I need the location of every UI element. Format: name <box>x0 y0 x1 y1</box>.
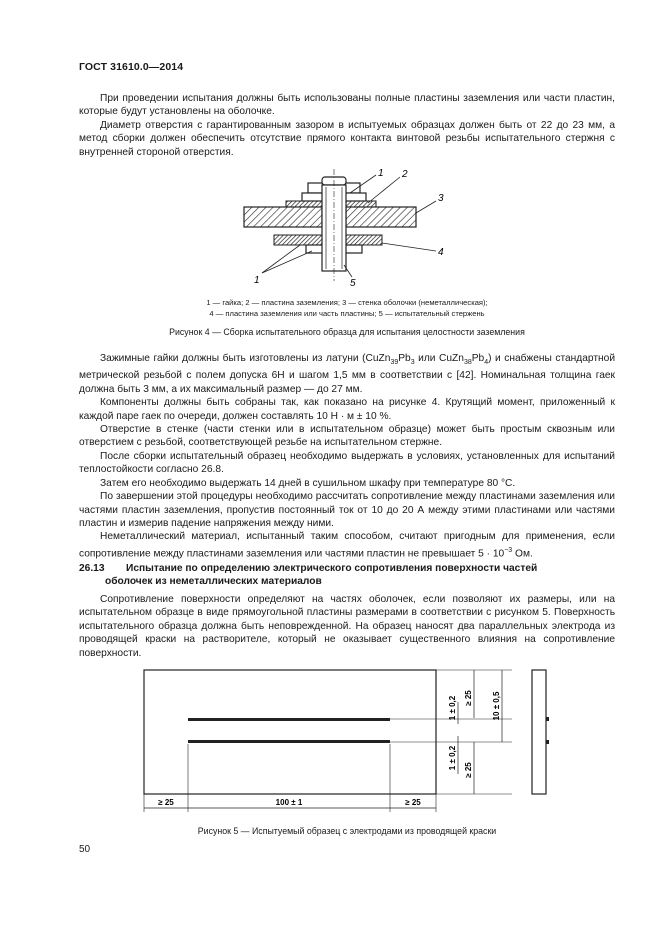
section-number: 26.13 <box>79 563 105 574</box>
label-4: 4 <box>438 247 444 258</box>
label-3: 3 <box>438 193 444 204</box>
paragraph: При проведении испытания должны быть использованы полные пластины заземления или части пластин, которые будут установлены на оболочке. <box>79 93 615 118</box>
specimen-side-view <box>532 670 546 794</box>
paragraph-resistance: Неметаллический материал, испытанный таким способом, считают пригодным для применения, если сопротивление между пластинами заземления или частями пластин не превышает $5 \cdot 10^{-3}$ Ом. <box>79 531 615 560</box>
dim-left: ≥ 25 <box>158 798 174 807</box>
dim-top-margin: ≥ 25 <box>464 690 473 706</box>
paragraph: Отверстие в стенке (части стенки или в испытательном образце) может быть простым сквозным или отверстием с резьбой, соответствующей резьбе на испытательном стержне. <box>79 424 615 449</box>
legend-line: 1 — гайка; 2 — пластина заземления; 3 — стенка оболочки (неметаллическая); <box>206 298 488 307</box>
main-text <box>79 352 615 561</box>
paragraph-brass: Зажимные гайки должны быть изготовлены из латуни ($CuZn_{39}Pb_3$ или $CuZn_{38}Pb_4$) и снабжены стандартной метрической резьбой с полем допуска 6Н и шагом 1,5 мм в соответствии с [42]. Номинальная толщина гаек должна быть 3 мм, а их максимальный размер — до 27 мм. <box>79 353 616 395</box>
section-text <box>79 593 615 660</box>
label-2: 2 <box>402 169 408 180</box>
dim-right: ≥ 25 <box>405 798 421 807</box>
figure-4-caption: Рисунок 4 — Сборка испытательного образца для испытания целостности заземления <box>169 327 525 337</box>
figure-4-legend <box>79 298 615 319</box>
page-number: 50 <box>79 844 91 855</box>
electrode-top <box>188 718 390 721</box>
electrode-bottom <box>188 740 390 743</box>
paragraph: Сопротивление поверхности определяют на частях оболочек, если позволяют их размеры, или на испытательном образце в виде прямоугольной пластины размерами в соответствии с рисунком 5. Поверхность испытательного образца должна быть неповрежденной. На образец наносят два параллельных электрода из проводящей краски на растворителе, который не оказывает существенного влияния на сопротивление поверхности. <box>79 594 615 659</box>
document-header: ГОСТ 31610.0—2014 <box>79 61 184 73</box>
paragraph: После сборки испытательный образец необходимо выдержать в условиях, установленных для испытаний теплостойкости согласно 26.8. <box>79 450 615 476</box>
intro-text <box>79 92 615 159</box>
enclosure-wall-right <box>346 207 416 227</box>
paragraph: Компоненты должны быть собраны так, как показано на рисунке 4. Крутящий момент, приложенный к каждой паре гаек по очереди, должен составлять 10 Н · м ± 10 %. <box>79 397 615 422</box>
legend-line: 4 — пластина заземления или часть пластины; 5 — испытательный стержень <box>209 308 485 318</box>
label-5: 5 <box>350 278 356 289</box>
label-1-top: 1 <box>378 168 384 179</box>
figure-5-specimen-drawing <box>130 662 570 812</box>
dim-electrode-bottom: 1 ± 0,2 <box>448 745 457 771</box>
section-heading <box>79 562 615 589</box>
dim-gap: 10 ± 0,5 <box>492 691 501 721</box>
section-title-cont: оболочек из неметаллических материалов <box>105 576 322 588</box>
paragraph: Диаметр отверстия с гарантированным зазором в испытуемых образцах должен быть от 22 до 23 мм, а метод сборки должен обеспечить отсутствие прямого контакта винтовой резьбы испытательного стержня с внутренней стороной отверстия. <box>79 119 615 158</box>
figure-5-caption: Рисунок 5 — Испытуемый образец с электродами из проводящей краски <box>197 826 497 836</box>
paragraph: Затем его необходимо выдержать 14 дней в сушильном шкафу при температуре 80 °C. <box>100 477 516 489</box>
figure-4-assembly-drawing <box>230 165 470 295</box>
dim-bottom-margin: ≥ 25 <box>464 762 473 778</box>
dim-electrode-top: 1 ± 0,2 <box>448 695 457 721</box>
dim-center: 100 ± 1 <box>275 798 303 807</box>
label-1-bottom: 1 <box>254 275 260 286</box>
enclosure-wall-left <box>244 207 322 227</box>
section-title: Испытание по определению электрического сопротивления поверхности частей <box>126 563 538 574</box>
paragraph: По завершении этой процедуры необходимо рассчитать сопротивление между пластинами заземления или частями пластин заземления, пропустив постоянный ток от 10 до 20 А между этими пластинами или частями пластин и измерив падение напряжения между ними. <box>79 491 615 529</box>
